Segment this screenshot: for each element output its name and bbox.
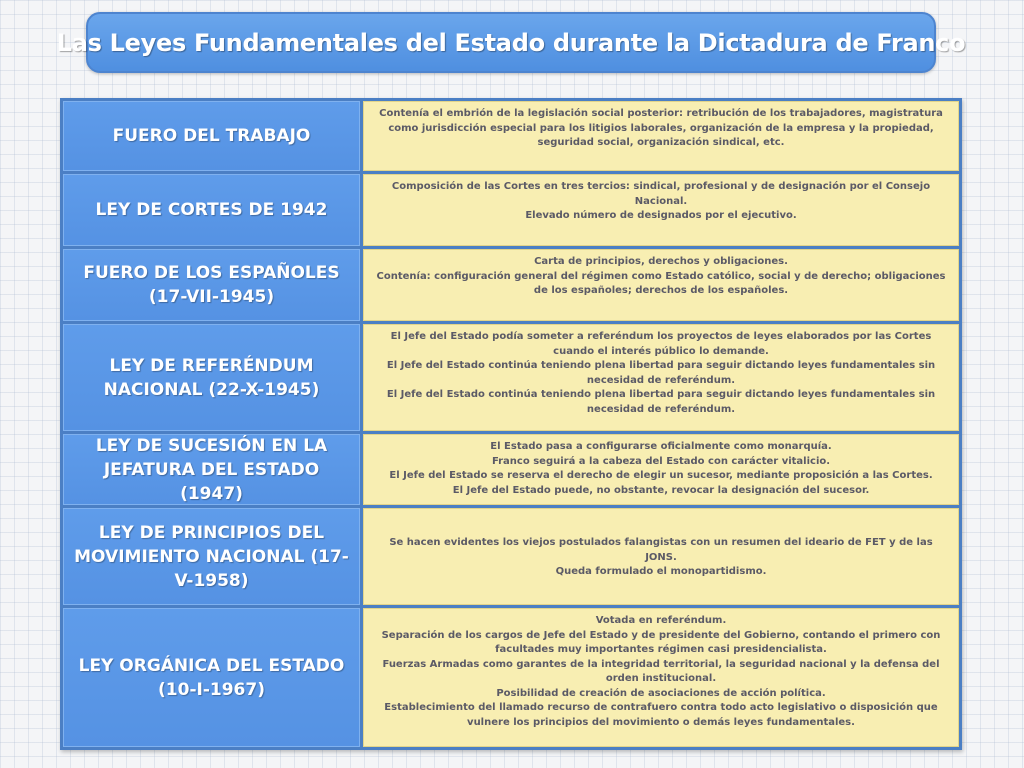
title-banner <box>56 12 966 73</box>
table-row <box>63 174 959 246</box>
law-description-cell <box>363 608 959 747</box>
table-row <box>63 324 959 431</box>
description-line: Separación de los cargos de Jefe del Estado y de presidente del Gobierno, contando el primero con facultades muy importantes régimen casi presidencialista. <box>381 629 941 655</box>
description-line: Elevado número de designados por el ejecutivo. <box>525 210 797 221</box>
law-description <box>372 180 950 224</box>
description-line: Contenía: configuración general del régimen como Estado católico, social y de derecho; obligaciones de los españoles; derechos de los españoles. <box>376 270 946 296</box>
law-description <box>372 255 950 299</box>
table-row <box>63 101 959 171</box>
law-description-cell <box>363 174 959 246</box>
description-line: Establecimiento del llamado recurso de contrafuero contra todo acto legislativo o disposición que vulnere los principios del movimiento o demás leyes fundamentales. <box>384 702 938 728</box>
page-title: Las Leyes Fundamentales del Estado durante la Dictadura de Franco <box>56 28 966 57</box>
description-line: El Jefe del Estado continúa teniendo plena libertad para seguir dictando leyes fundamentales sin necesidad de referéndum. <box>386 360 936 386</box>
law-name: FUERO DEL TRABAJO <box>112 126 311 146</box>
law-name-cell <box>63 249 360 321</box>
description-line: El Estado pasa a configurarse oficialmente como monarquía. <box>490 441 832 452</box>
law-description <box>372 536 950 580</box>
law-description <box>389 440 932 498</box>
table-row <box>63 608 959 747</box>
law-name-cell <box>63 608 360 747</box>
law-description-cell <box>363 324 959 431</box>
law-name: LEY ORGÁNICA DEL ESTADO (10-I-1967) <box>78 655 345 700</box>
description-line: El Jefe del Estado continúa teniendo plena libertad para seguir dictando leyes fundamentales sin necesidad de referéndum. <box>386 389 936 415</box>
table-row <box>63 508 959 605</box>
law-name-cell <box>63 434 360 505</box>
description-line: Contenía el embrión de la legislación social posterior: retribución de los trabajadores, magistratura como jurisdicción especial para los litigios laborales, organización de la empresa y la propiedad, seguridad social, organización sindical, etc. <box>379 108 943 148</box>
law-description-cell <box>363 508 959 605</box>
law-name-cell <box>63 101 360 171</box>
description-line: Posibilidad de creación de asociaciones de acción política. <box>496 687 826 699</box>
law-name: LEY DE REFERÉNDUM NACIONAL (22-X-1945) <box>103 355 320 400</box>
law-name: LEY DE CORTES DE 1942 <box>95 200 328 220</box>
description-line: Carta de principios, derechos y obligaciones. <box>534 256 788 267</box>
law-description <box>372 107 950 151</box>
description-line: El Jefe del Estado puede, no obstante, revocar la designación del sucesor. <box>452 484 870 496</box>
law-description <box>372 614 950 730</box>
law-name-cell <box>63 174 360 246</box>
law-name-cell <box>63 324 360 431</box>
description-line: Queda formulado el monopartidismo. <box>555 566 767 577</box>
description-line: Fuerzas Armadas como garantes de la integridad territorial, la seguridad nacional y la defensa del orden institucional. <box>382 658 940 684</box>
description-line: Se hacen evidentes los viejos postulados falangistas con un resumen del ideario de FET y de las JONS. <box>389 537 933 563</box>
law-description-cell <box>363 249 959 321</box>
law-description-cell <box>363 434 959 505</box>
laws-table <box>60 98 962 750</box>
law-description-cell <box>363 101 959 171</box>
law-name: FUERO DE LOS ESPAÑOLES (17-VII-1945) <box>83 263 340 307</box>
table-row <box>63 434 959 505</box>
table-row <box>63 249 959 321</box>
law-description <box>372 330 950 417</box>
law-name-cell <box>63 508 360 605</box>
description-line: Franco seguirá a la cabeza del Estado con carácter vitalicio. <box>491 455 831 467</box>
description-line: El Jefe del Estado se reserva el derecho de elegir un sucesor, mediante proposición a las Cortes. <box>389 470 933 481</box>
law-name: LEY DE PRINCIPIOS DEL MOVIMIENTO NACIONAL (17-V-1958) <box>74 522 349 591</box>
description-line: Composición de las Cortes en tres tercios: sindical, profesional y de designación por el Consejo Nacional. <box>391 181 931 207</box>
description-line: Votada en referéndum. <box>595 615 727 626</box>
description-line: El Jefe del Estado podía someter a referéndum los proyectos de leyes elaborados por las Cortes cuando el interés público lo demande. <box>390 331 932 357</box>
law-name: LEY DE SUCESIÓN EN LA JEFATURA DEL ESTADO (1947) <box>95 435 328 504</box>
